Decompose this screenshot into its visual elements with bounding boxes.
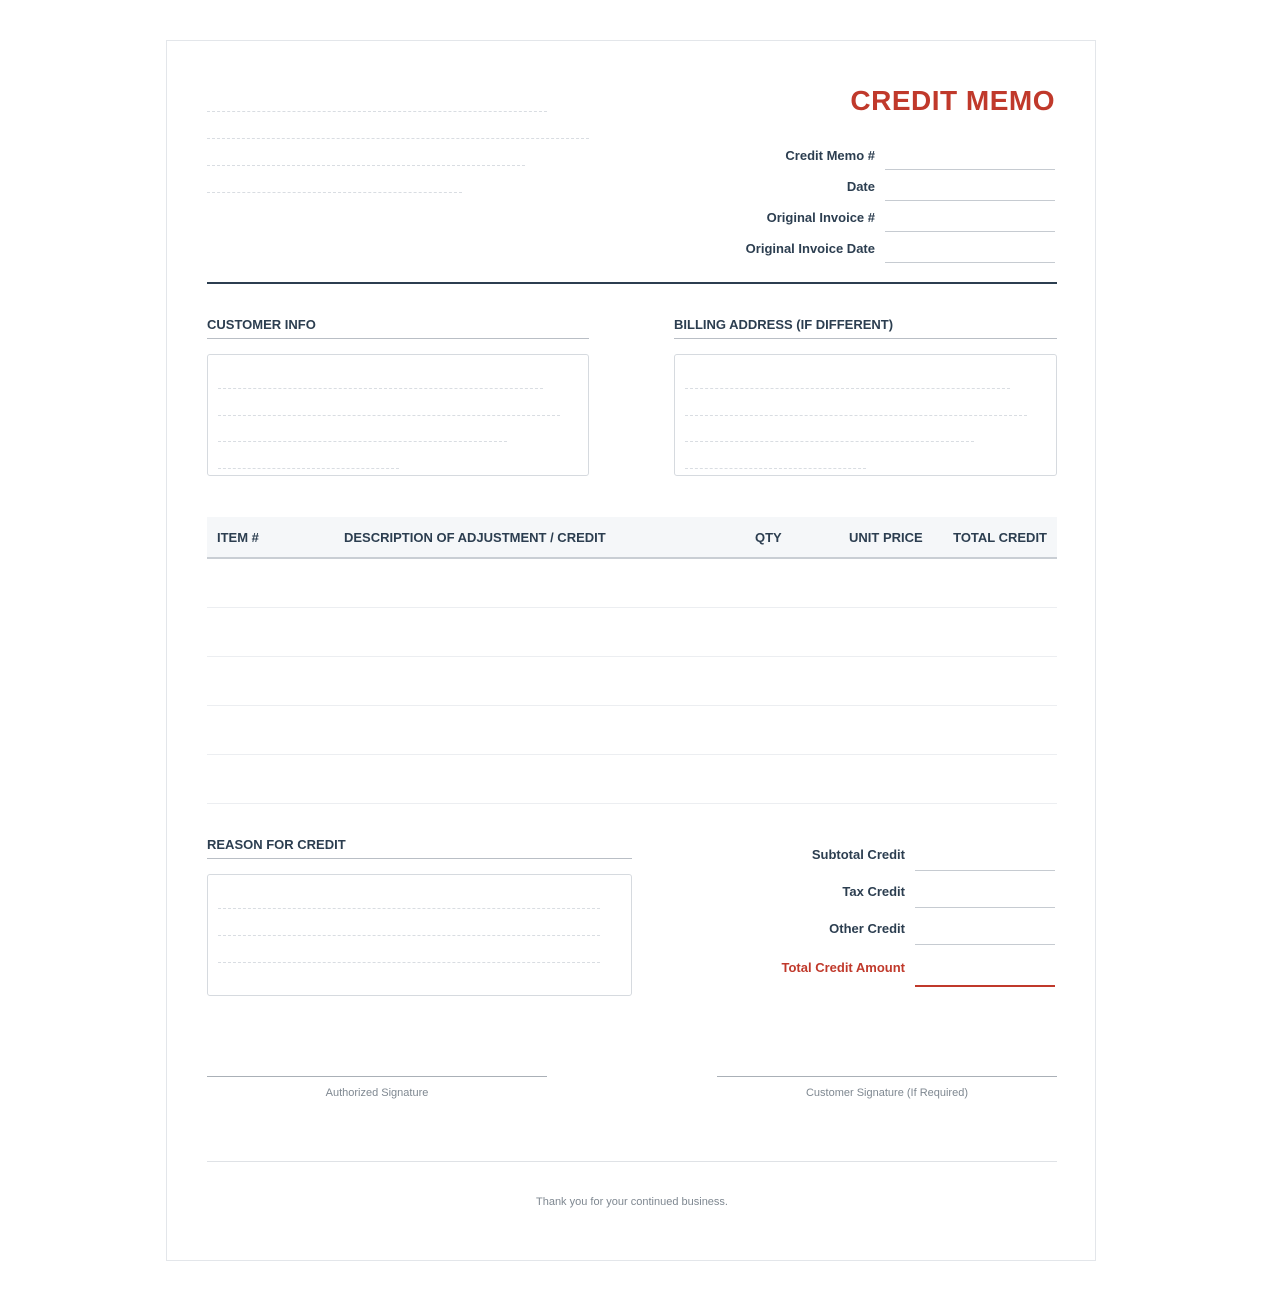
meta-label: Date <box>846 179 875 194</box>
column-unit-price: UNIT PRICE <box>849 530 923 545</box>
meta-label: Original Invoice Date <box>745 241 875 256</box>
table-row[interactable] <box>207 706 1057 755</box>
customer-line-2[interactable] <box>218 415 560 416</box>
table-row[interactable] <box>207 608 1057 657</box>
footer-divider <box>207 1161 1057 1162</box>
document-title: CREDIT MEMO <box>850 85 1055 116</box>
meta-row-date <box>725 173 1055 204</box>
subtotal-credit-label: Subtotal Credit <box>811 847 905 862</box>
total-credit-amount-label: Total Credit Amount <box>781 960 905 975</box>
billing-line-1[interactable] <box>685 388 1010 389</box>
table-row[interactable] <box>207 559 1057 608</box>
billing-address-heading: BILLING ADDRESS (IF DIFFERENT) <box>674 317 1057 339</box>
original-invoice-number-field[interactable] <box>885 204 1055 232</box>
column-item-number: ITEM # <box>217 530 259 545</box>
authorized-signature-line[interactable] <box>207 1076 547 1077</box>
reason-line-2[interactable] <box>218 935 600 936</box>
totals-row-other <box>725 915 1055 946</box>
table-row[interactable] <box>207 755 1057 804</box>
reason-for-credit-heading: REASON FOR CREDIT <box>207 837 632 859</box>
billing-line-3[interactable] <box>685 441 974 442</box>
company-line-1[interactable] <box>207 111 547 112</box>
reason-line-3[interactable] <box>218 962 600 963</box>
items-table-header <box>207 517 1057 559</box>
reason-for-credit-box[interactable] <box>207 874 632 996</box>
totals-row-tax <box>725 878 1055 909</box>
date-field[interactable] <box>885 173 1055 201</box>
authorized-signature-label: Authorized Signature <box>325 1087 429 1099</box>
footer-text: Thank you for your continued business. <box>535 1196 728 1208</box>
customer-line-1[interactable] <box>218 388 543 389</box>
customer-line-4[interactable] <box>218 468 399 469</box>
subtotal-credit-field[interactable] <box>915 841 1055 871</box>
meta-row-credit-memo-number <box>725 142 1055 173</box>
billing-line-2[interactable] <box>685 415 1027 416</box>
credit-memo-page <box>166 40 1096 1261</box>
column-qty: QTY <box>755 530 782 545</box>
credit-memo-number-field[interactable] <box>885 142 1055 170</box>
billing-address-box[interactable] <box>674 354 1057 476</box>
customer-line-3[interactable] <box>218 441 507 442</box>
meta-label: Credit Memo # <box>785 148 875 163</box>
customer-signature-line[interactable] <box>717 1076 1057 1077</box>
reason-line-1[interactable] <box>218 908 600 909</box>
tax-credit-field[interactable] <box>915 878 1055 908</box>
company-line-2[interactable] <box>207 138 589 139</box>
header-divider <box>207 282 1057 284</box>
table-row[interactable] <box>207 657 1057 706</box>
meta-row-original-invoice-number <box>725 204 1055 235</box>
billing-line-4[interactable] <box>685 468 866 469</box>
customer-info-box[interactable] <box>207 354 589 476</box>
totals-row-total <box>725 953 1055 987</box>
customer-signature-label: Customer Signature (If Required) <box>805 1087 968 1099</box>
original-invoice-date-field[interactable] <box>885 235 1055 263</box>
tax-credit-label: Tax Credit <box>842 884 905 899</box>
column-description: DESCRIPTION OF ADJUSTMENT / CREDIT <box>344 530 606 545</box>
column-total-credit: TOTAL CREDIT <box>953 530 1047 545</box>
company-line-3[interactable] <box>207 165 525 166</box>
meta-label: Original Invoice # <box>766 210 875 225</box>
customer-info-heading: CUSTOMER INFO <box>207 317 589 339</box>
meta-row-original-invoice-date <box>725 235 1055 266</box>
other-credit-label: Other Credit <box>829 921 905 936</box>
other-credit-field[interactable] <box>915 915 1055 945</box>
total-credit-amount-field[interactable] <box>915 953 1055 987</box>
totals-row-subtotal <box>725 841 1055 872</box>
company-line-4[interactable] <box>207 192 462 193</box>
